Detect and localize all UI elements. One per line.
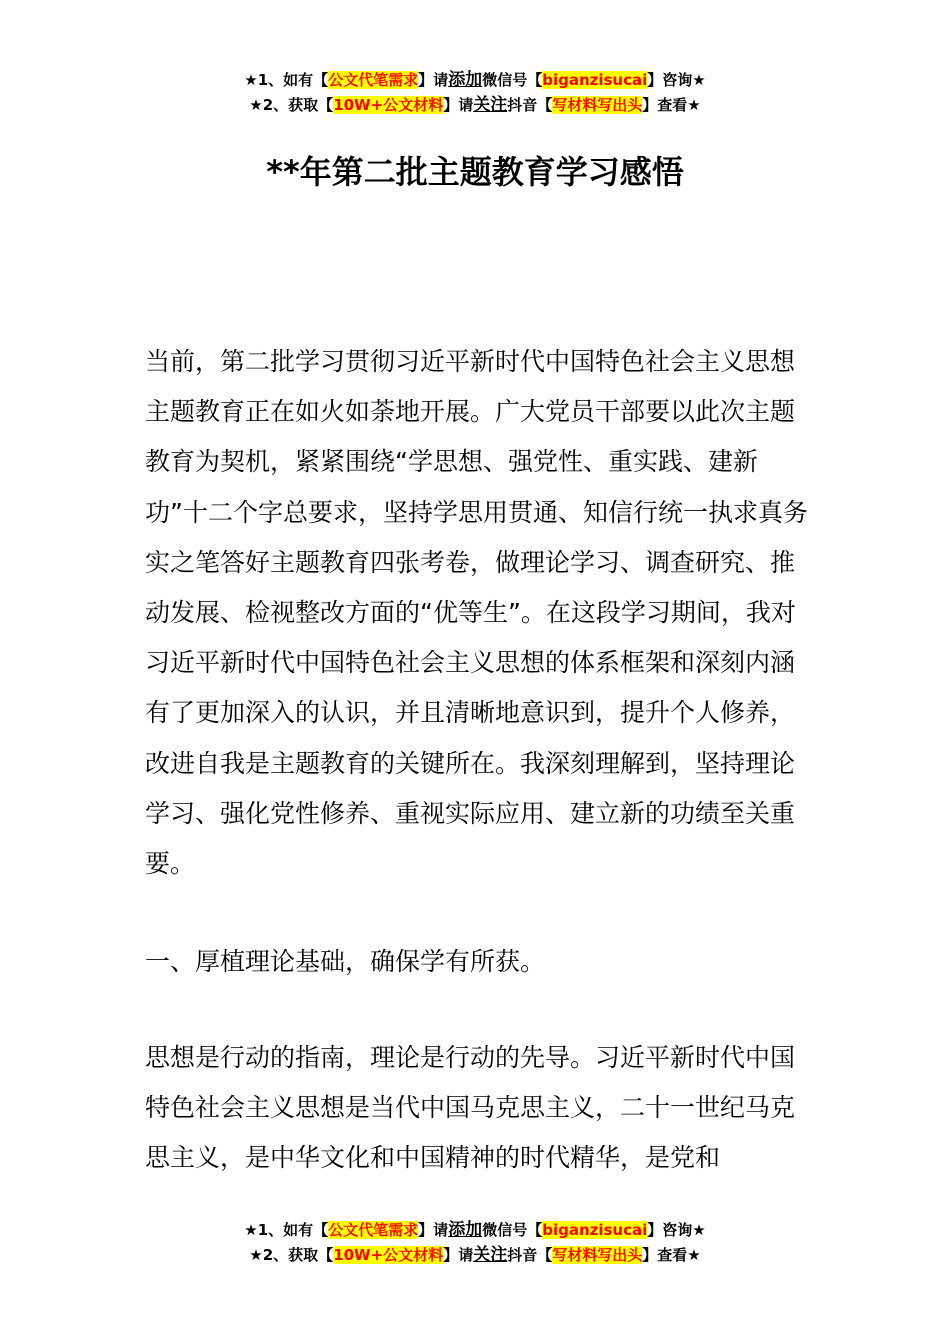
highlight-wechat-id: biganzisucai xyxy=(542,71,648,89)
promo-header xyxy=(0,68,950,118)
star-icon: ★ xyxy=(244,71,258,89)
star-icon: ★ xyxy=(244,1221,258,1239)
promo-line-2: ★2、获取【10W+公文材料】请关注抖音【写材料写出头】查看★ xyxy=(249,1245,701,1265)
paragraph-text: 当前，第二批学习贯彻习近平新时代中国特色社会主义思想主题教育正在如火如荼地开展。广大党员干部要以此次主题教育为契机，紧紧围绕“学思想、强党性、重实践、建新功”十二个字总要求，坚持学思用贯通、知信行统一执求真务实之笔答好主题教育四张考卷，做理论学习、调查研究、推动发展、检视整改方面的“优等生”。在这段学习期间，我对习近平新时代中国特色社会主义思想的体系框架和深刻内涵有了更加深入的认识，并且清晰地意识到，提升个人修养，改进自我是主题教育的关键所在。我深刻理解到，坚持理论学习、强化党性修养、重视实际应用、建立新的功绩至关重要。 xyxy=(145,347,808,879)
highlight-wechat-id: biganzisucai xyxy=(542,1221,648,1239)
promo-footer xyxy=(0,1218,950,1268)
star-icon: ★ xyxy=(249,1246,263,1264)
section-heading-1 xyxy=(145,937,810,987)
promo-line-1: ★1、如有【公文代笔需求】请添加微信号【biganzisucai】咨询★ xyxy=(244,70,706,90)
heading-text: 一、厚植理论基础，确保学有所获。 xyxy=(145,947,546,976)
star-icon: ★ xyxy=(249,96,263,114)
document-title: **年第二批主题教育学习感悟 xyxy=(266,153,684,191)
highlight-service: 公文代笔需求 xyxy=(328,1221,419,1239)
underlined-add: 添加 xyxy=(448,1220,483,1240)
underlined-follow: 关注 xyxy=(473,95,508,115)
highlight-materials: 10W+公文材料 xyxy=(333,1246,444,1264)
highlight-douyin: 写材料写出头 xyxy=(552,96,643,114)
promo-line-2: ★2、获取【10W+公文材料】请关注抖音【写材料写出头】查看★ xyxy=(249,95,701,115)
promo-line-1: ★1、如有【公文代笔需求】请添加微信号【biganzisucai】咨询★ xyxy=(244,1220,706,1240)
highlight-service: 公文代笔需求 xyxy=(328,71,419,89)
highlight-douyin: 写材料写出头 xyxy=(552,1246,643,1264)
underlined-add: 添加 xyxy=(448,70,483,90)
paragraph-intro xyxy=(145,337,810,889)
paragraph-text: 思想是行动的指南，理论是行动的先导。习近平新时代中国特色社会主义思想是当代中国马克思主义，二十一世纪马克思主义，是中华文化和中国精神的时代精华，是党和 xyxy=(145,1043,796,1173)
highlight-materials: 10W+公文材料 xyxy=(333,96,444,114)
paragraph-section-1 xyxy=(145,1033,810,1184)
underlined-follow: 关注 xyxy=(473,1245,508,1265)
